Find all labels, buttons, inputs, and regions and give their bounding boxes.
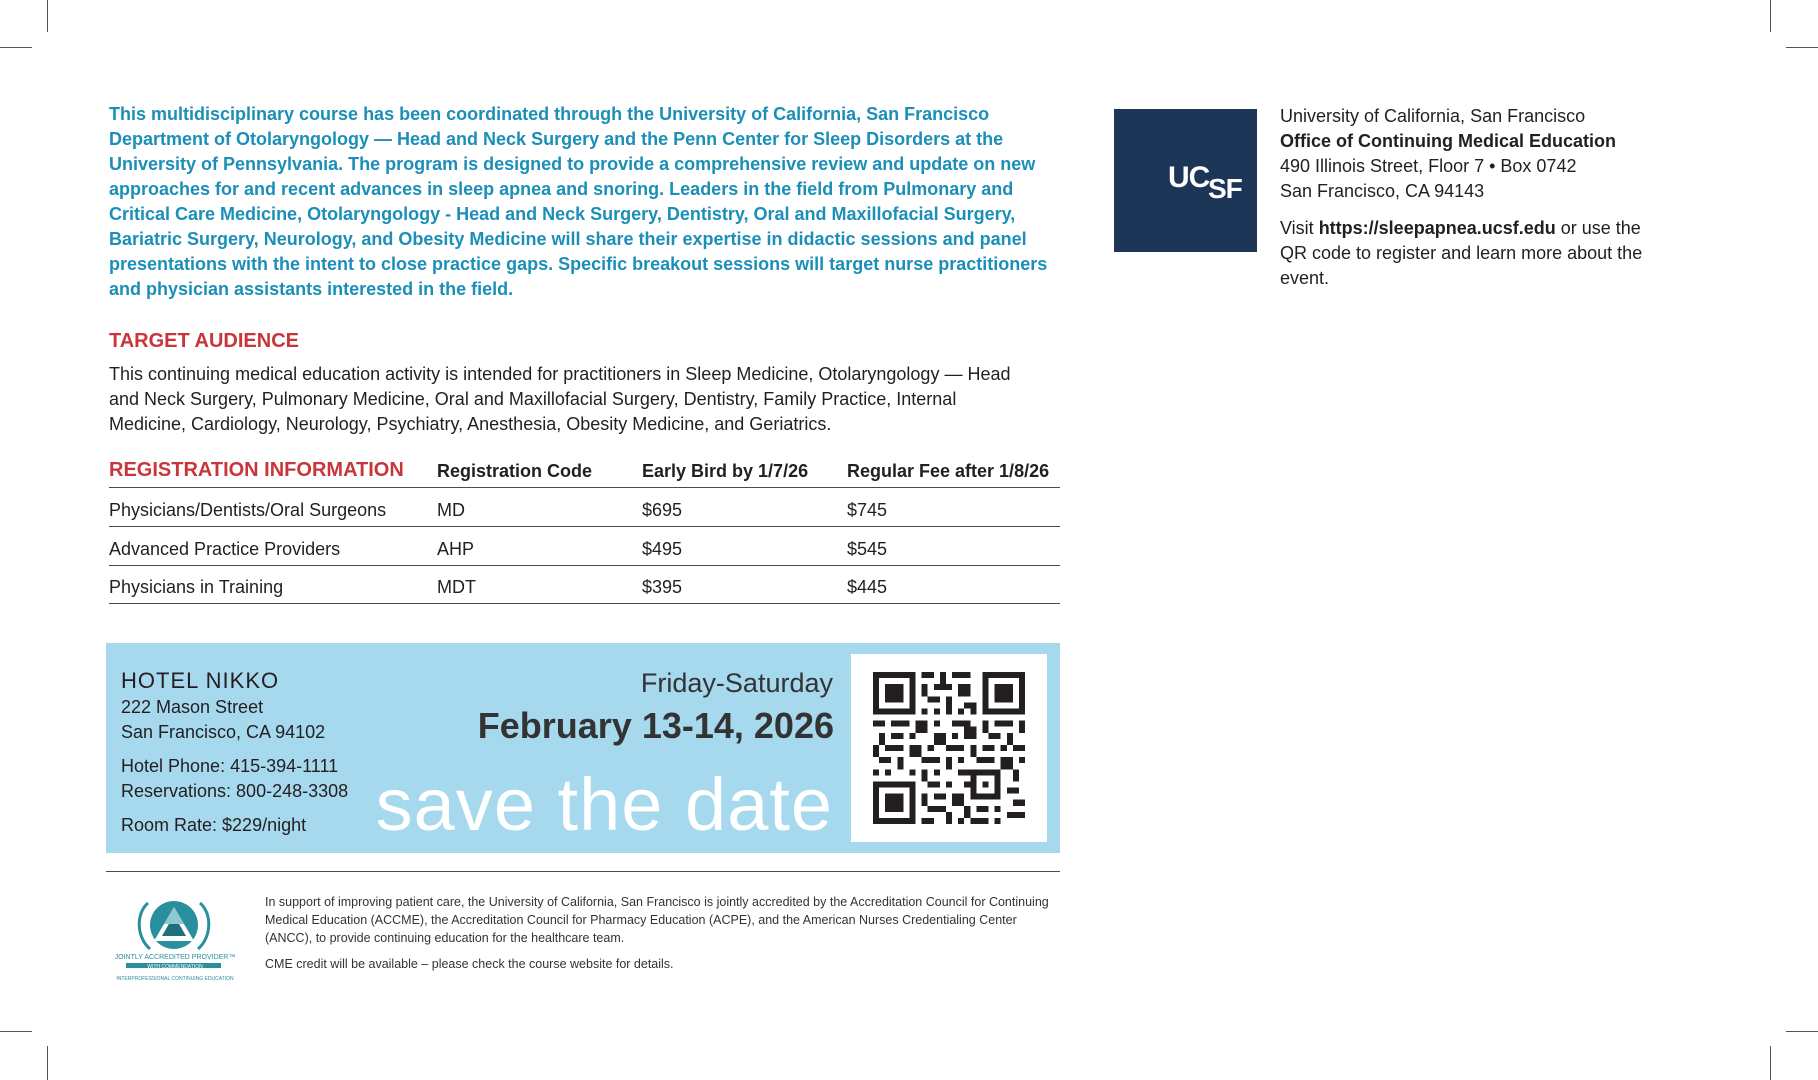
visit-instructions: [1280, 216, 1670, 291]
table-divider: [109, 487, 1060, 488]
row-category: Advanced Practice Providers: [109, 539, 341, 559]
crop-mark: [1786, 1031, 1818, 1032]
column-header-regular-fee: Regular Fee after 1/8/26: [847, 461, 1050, 481]
footer-divider: [106, 871, 1060, 872]
logo-subcaption: WITH COMMENDATION: [147, 964, 203, 970]
column-header-early-bird: Early Bird by 1/7/26: [642, 461, 809, 481]
hotel-reservations: Reservations: 800-248-3308: [121, 781, 349, 801]
course-description: This multidisciplinary course has been coordinated through the University of California, San Francisco Department of Otolaryngology — Head and Neck Surgery and the Penn Center for Sleep Disorders at the University of Pennsylvania. The program is designed to provide a comprehensive review and update on new approaches for and recent advances in sleep apnea and snoring. Leaders in the field from Pulmonary and Critical Care Medicine, Otolaryngology - Head and Neck Surgery, Dentistry, Oral and Maxillofacial Surgery, Bariatric Surgery, Neurology, and Obesity Medicine will share their expertise in didactic sessions and panel presentations with the intent to close practice gaps. Specific breakout sessions will target nurse practitioners and physician assistants interested in the field.: [109, 104, 1048, 299]
row-code: MDT: [437, 577, 476, 597]
row-category: Physicians in Training: [109, 577, 284, 597]
table-divider: [109, 526, 1060, 527]
registration-heading: REGISTRATION INFORMATION: [109, 459, 404, 481]
qr-code-icon: [873, 672, 1025, 824]
crop-mark: [47, 1046, 48, 1080]
row-regular-fee: $545: [847, 539, 888, 559]
hotel-street: 222 Mason Street: [121, 697, 264, 717]
row-early-fee: $695: [642, 500, 683, 520]
accreditation-statement: In support of improving patient care, the University of California, San Francisco is jointly accredited by the Accreditation Council for Continuing Medical Education (ACCME), the Accreditation Council for Pharmacy Education (ACPE), and the American Nurses Credentialing Center (ANCC), to provide continuing education for the healthcare team.: [265, 895, 1049, 945]
logo-footer: INTERPROFESSIONAL CONTINUING EDUCATION: [116, 976, 234, 982]
hotel-phone: Hotel Phone: 415-394-1111: [121, 756, 339, 776]
crop-mark: [47, 0, 48, 32]
hotel-name: HOTEL NIKKO: [121, 668, 280, 693]
logo-caption: JOINTLY ACCREDITED PROVIDER™: [114, 954, 236, 961]
save-the-date-tagline: save the date: [375, 763, 833, 846]
office-name: Office of Continuing Medical Education: [1280, 131, 1616, 151]
ucsf-logo-sf: SF: [1208, 173, 1242, 204]
event-days: Friday-Saturday: [640, 668, 833, 698]
laurel-triangle-icon: [106, 885, 241, 985]
ucsf-logo-uc: UC: [1168, 161, 1210, 194]
row-code: MD: [437, 500, 465, 520]
website-link[interactable]: https://sleepapnea.ucsf.edu: [1318, 218, 1556, 238]
row-code: AHP: [437, 539, 475, 559]
row-category: Physicians/Dentists/Oral Surgeons: [109, 500, 387, 520]
jointly-accredited-provider-logo: [106, 885, 241, 985]
row-early-fee: $395: [642, 577, 683, 597]
table-divider: [109, 603, 1060, 604]
table-divider: [109, 565, 1060, 566]
crop-mark: [1786, 47, 1818, 48]
crop-mark: [0, 47, 32, 48]
target-audience-heading: TARGET AUDIENCE: [109, 330, 299, 352]
event-dates: February 13-14, 2026: [477, 705, 834, 746]
target-audience-text: This continuing medical education activity is intended for practitioners in Sleep Medicine, Otolaryngology — Head and Neck Surgery, Pulmonary Medicine, Oral and Maxillofacial Surgery, Dentistry, Family Practice, Internal Medicine, Cardiology, Neurology, Psychiatry, Anesthesia, Obesity Medicine, and Geriatrics.: [109, 364, 1011, 434]
crop-mark: [1770, 1046, 1771, 1080]
office-street: 490 Illinois Street, Floor 7 • Box 0742: [1280, 156, 1577, 176]
row-regular-fee: $445: [847, 577, 888, 597]
crop-mark: [0, 1031, 32, 1032]
visit-suffix: or use the QR code to register and learn more about the event.: [1280, 218, 1643, 288]
office-city: San Francisco, CA 94143: [1280, 181, 1485, 201]
cme-credit-note: CME credit will be available – please check the course website for details.: [265, 957, 674, 971]
ucsf-logo: [1114, 109, 1257, 252]
visit-prefix: Visit: [1280, 218, 1319, 238]
row-regular-fee: $745: [847, 500, 888, 520]
crop-mark: [1770, 0, 1771, 32]
column-header-code: Registration Code: [437, 461, 593, 481]
hotel-city: San Francisco, CA 94102: [121, 722, 326, 742]
university-name: University of California, San Francisco: [1280, 106, 1586, 126]
hotel-room-rate: Room Rate: $229/night: [121, 815, 307, 835]
row-early-fee: $495: [642, 539, 683, 559]
qr-code[interactable]: [851, 654, 1047, 842]
